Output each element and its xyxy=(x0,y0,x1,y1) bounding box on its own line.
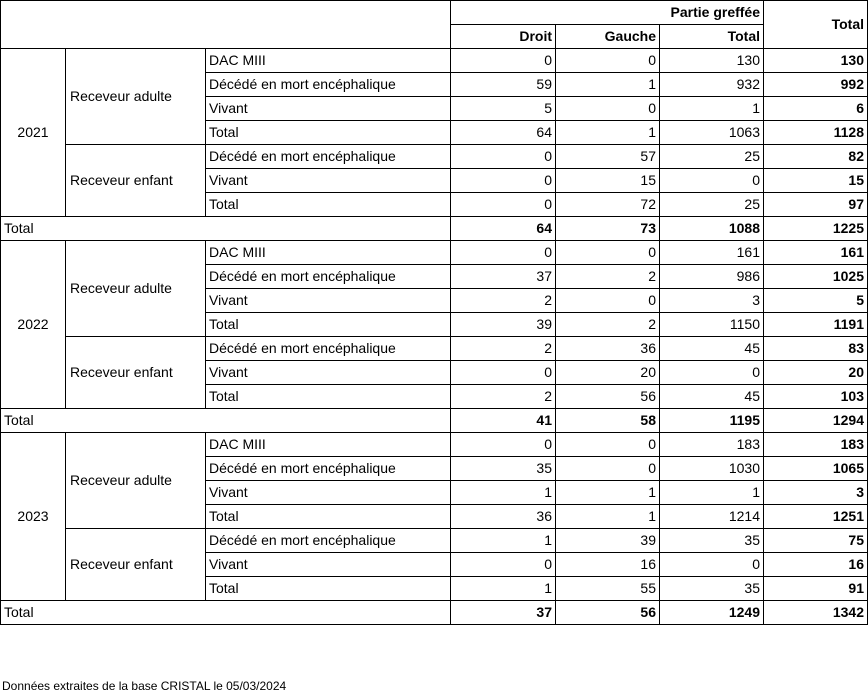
gauche-cell: 1 xyxy=(556,121,660,145)
total-cell: 1214 xyxy=(660,505,764,529)
total-cell: 932 xyxy=(660,73,764,97)
grand-total-cell: 91 xyxy=(764,577,868,601)
donor-type-cell: Vivant xyxy=(206,97,451,121)
droit-cell: 0 xyxy=(451,193,556,217)
gauche-cell: 2 xyxy=(556,265,660,289)
header-corner xyxy=(1,1,451,49)
gauche-cell: 39 xyxy=(556,529,660,553)
droit-cell: 2 xyxy=(451,337,556,361)
recipient-group-cell: Receveur adulte xyxy=(66,433,206,529)
donor-type-cell: Total xyxy=(206,193,451,217)
donor-type-cell: Décédé en mort encéphalique xyxy=(206,145,451,169)
total-cell: 45 xyxy=(660,337,764,361)
gauche-cell: 0 xyxy=(556,289,660,313)
grand-total-cell: 1191 xyxy=(764,313,868,337)
grand-total-cell: 161 xyxy=(764,241,868,265)
footnote: Données extraites de la base CRISTAL le 05/03/2024 xyxy=(2,679,287,693)
gauche-cell: 15 xyxy=(556,169,660,193)
donor-type-cell: Vivant xyxy=(206,481,451,505)
grand-total-cell: 20 xyxy=(764,361,868,385)
recipient-group-cell: Receveur enfant xyxy=(66,529,206,601)
droit-cell: 37 xyxy=(451,265,556,289)
donor-type-cell: Décédé en mort encéphalique xyxy=(206,529,451,553)
total-cell: 161 xyxy=(660,241,764,265)
year-total-label: Total xyxy=(1,601,451,625)
droit-cell: 35 xyxy=(451,457,556,481)
year-total-gauche: 58 xyxy=(556,409,660,433)
gauche-cell: 16 xyxy=(556,553,660,577)
table-row xyxy=(1,433,868,457)
total-cell: 130 xyxy=(660,49,764,73)
donor-type-cell: DAC MIII xyxy=(206,433,451,457)
year-total-row xyxy=(1,409,868,433)
donor-type-cell: Total xyxy=(206,121,451,145)
year-total-grand: 1342 xyxy=(764,601,868,625)
donor-type-cell: Total xyxy=(206,313,451,337)
year-total-total: 1249 xyxy=(660,601,764,625)
gauche-cell: 56 xyxy=(556,385,660,409)
grand-total-cell: 15 xyxy=(764,169,868,193)
donor-type-cell: Vivant xyxy=(206,169,451,193)
droit-cell: 0 xyxy=(451,553,556,577)
total-cell: 25 xyxy=(660,193,764,217)
year-cell: 2021 xyxy=(1,49,66,217)
year-total-grand: 1294 xyxy=(764,409,868,433)
header-total: Total xyxy=(660,25,764,49)
donor-type-cell: Total xyxy=(206,385,451,409)
year-total-droit: 64 xyxy=(451,217,556,241)
year-total-row xyxy=(1,601,868,625)
recipient-group-cell: Receveur enfant xyxy=(66,145,206,217)
year-total-label: Total xyxy=(1,217,451,241)
year-total-grand: 1225 xyxy=(764,217,868,241)
year-total-droit: 41 xyxy=(451,409,556,433)
droit-cell: 39 xyxy=(451,313,556,337)
gauche-cell: 36 xyxy=(556,337,660,361)
grand-total-cell: 5 xyxy=(764,289,868,313)
total-cell: 25 xyxy=(660,145,764,169)
gauche-cell: 0 xyxy=(556,433,660,457)
header-row-1 xyxy=(1,1,868,25)
droit-cell: 0 xyxy=(451,361,556,385)
total-cell: 986 xyxy=(660,265,764,289)
gauche-cell: 1 xyxy=(556,505,660,529)
grand-total-cell: 83 xyxy=(764,337,868,361)
donor-type-cell: Vivant xyxy=(206,553,451,577)
year-cell: 2022 xyxy=(1,241,66,409)
donor-type-cell: Décédé en mort encéphalique xyxy=(206,73,451,97)
donor-type-cell: Total xyxy=(206,577,451,601)
year-total-droit: 37 xyxy=(451,601,556,625)
droit-cell: 2 xyxy=(451,385,556,409)
total-cell: 45 xyxy=(660,385,764,409)
donor-type-cell: Vivant xyxy=(206,289,451,313)
header-group-label: Partie greffée xyxy=(451,1,764,25)
recipient-group-cell: Receveur adulte xyxy=(66,49,206,145)
grand-total-cell: 183 xyxy=(764,433,868,457)
header-gauche: Gauche xyxy=(556,25,660,49)
gauche-cell: 0 xyxy=(556,457,660,481)
total-cell: 35 xyxy=(660,529,764,553)
grand-total-cell: 75 xyxy=(764,529,868,553)
droit-cell: 1 xyxy=(451,529,556,553)
total-cell: 1150 xyxy=(660,313,764,337)
donor-type-cell: Total xyxy=(206,505,451,529)
total-cell: 35 xyxy=(660,577,764,601)
gauche-cell: 1 xyxy=(556,73,660,97)
droit-cell: 59 xyxy=(451,73,556,97)
droit-cell: 1 xyxy=(451,577,556,601)
total-cell: 3 xyxy=(660,289,764,313)
gauche-cell: 0 xyxy=(556,49,660,73)
grand-total-cell: 3 xyxy=(764,481,868,505)
year-total-gauche: 73 xyxy=(556,217,660,241)
gauche-cell: 0 xyxy=(556,241,660,265)
grand-total-cell: 103 xyxy=(764,385,868,409)
droit-cell: 5 xyxy=(451,97,556,121)
donor-type-cell: Décédé en mort encéphalique xyxy=(206,265,451,289)
droit-cell: 36 xyxy=(451,505,556,529)
droit-cell: 0 xyxy=(451,145,556,169)
table-row xyxy=(1,241,868,265)
grand-total-cell: 82 xyxy=(764,145,868,169)
header-grand-total: Total xyxy=(764,1,868,49)
total-cell: 0 xyxy=(660,361,764,385)
donor-type-cell: Vivant xyxy=(206,361,451,385)
year-total-gauche: 56 xyxy=(556,601,660,625)
grand-total-cell: 97 xyxy=(764,193,868,217)
grand-total-cell: 992 xyxy=(764,73,868,97)
table-row xyxy=(1,529,868,553)
droit-cell: 0 xyxy=(451,433,556,457)
grand-total-cell: 1128 xyxy=(764,121,868,145)
gauche-cell: 1 xyxy=(556,481,660,505)
year-total-total: 1088 xyxy=(660,217,764,241)
recipient-group-cell: Receveur adulte xyxy=(66,241,206,337)
droit-cell: 0 xyxy=(451,241,556,265)
donor-type-cell: DAC MIII xyxy=(206,241,451,265)
droit-cell: 0 xyxy=(451,49,556,73)
gauche-cell: 57 xyxy=(556,145,660,169)
grand-total-cell: 1251 xyxy=(764,505,868,529)
droit-cell: 1 xyxy=(451,481,556,505)
header-droit: Droit xyxy=(451,25,556,49)
year-cell: 2023 xyxy=(1,433,66,601)
table-row xyxy=(1,49,868,73)
recipient-group-cell: Receveur enfant xyxy=(66,337,206,409)
grand-total-cell: 130 xyxy=(764,49,868,73)
grand-total-cell: 6 xyxy=(764,97,868,121)
total-cell: 1030 xyxy=(660,457,764,481)
donor-type-cell: DAC MIII xyxy=(206,49,451,73)
total-cell: 1063 xyxy=(660,121,764,145)
gauche-cell: 72 xyxy=(556,193,660,217)
grand-total-cell: 16 xyxy=(764,553,868,577)
grand-total-cell: 1065 xyxy=(764,457,868,481)
table-body xyxy=(1,1,868,625)
gauche-cell: 2 xyxy=(556,313,660,337)
donor-type-cell: Décédé en mort encéphalique xyxy=(206,337,451,361)
droit-cell: 2 xyxy=(451,289,556,313)
table-row xyxy=(1,145,868,169)
gauche-cell: 55 xyxy=(556,577,660,601)
total-cell: 0 xyxy=(660,553,764,577)
year-total-label: Total xyxy=(1,409,451,433)
droit-cell: 0 xyxy=(451,169,556,193)
total-cell: 183 xyxy=(660,433,764,457)
droit-cell: 64 xyxy=(451,121,556,145)
grand-total-cell: 1025 xyxy=(764,265,868,289)
total-cell: 1 xyxy=(660,481,764,505)
table-row xyxy=(1,337,868,361)
year-total-row xyxy=(1,217,868,241)
total-cell: 1 xyxy=(660,97,764,121)
gauche-cell: 20 xyxy=(556,361,660,385)
total-cell: 0 xyxy=(660,169,764,193)
gauche-cell: 0 xyxy=(556,97,660,121)
donor-type-cell: Décédé en mort encéphalique xyxy=(206,457,451,481)
year-total-total: 1195 xyxy=(660,409,764,433)
